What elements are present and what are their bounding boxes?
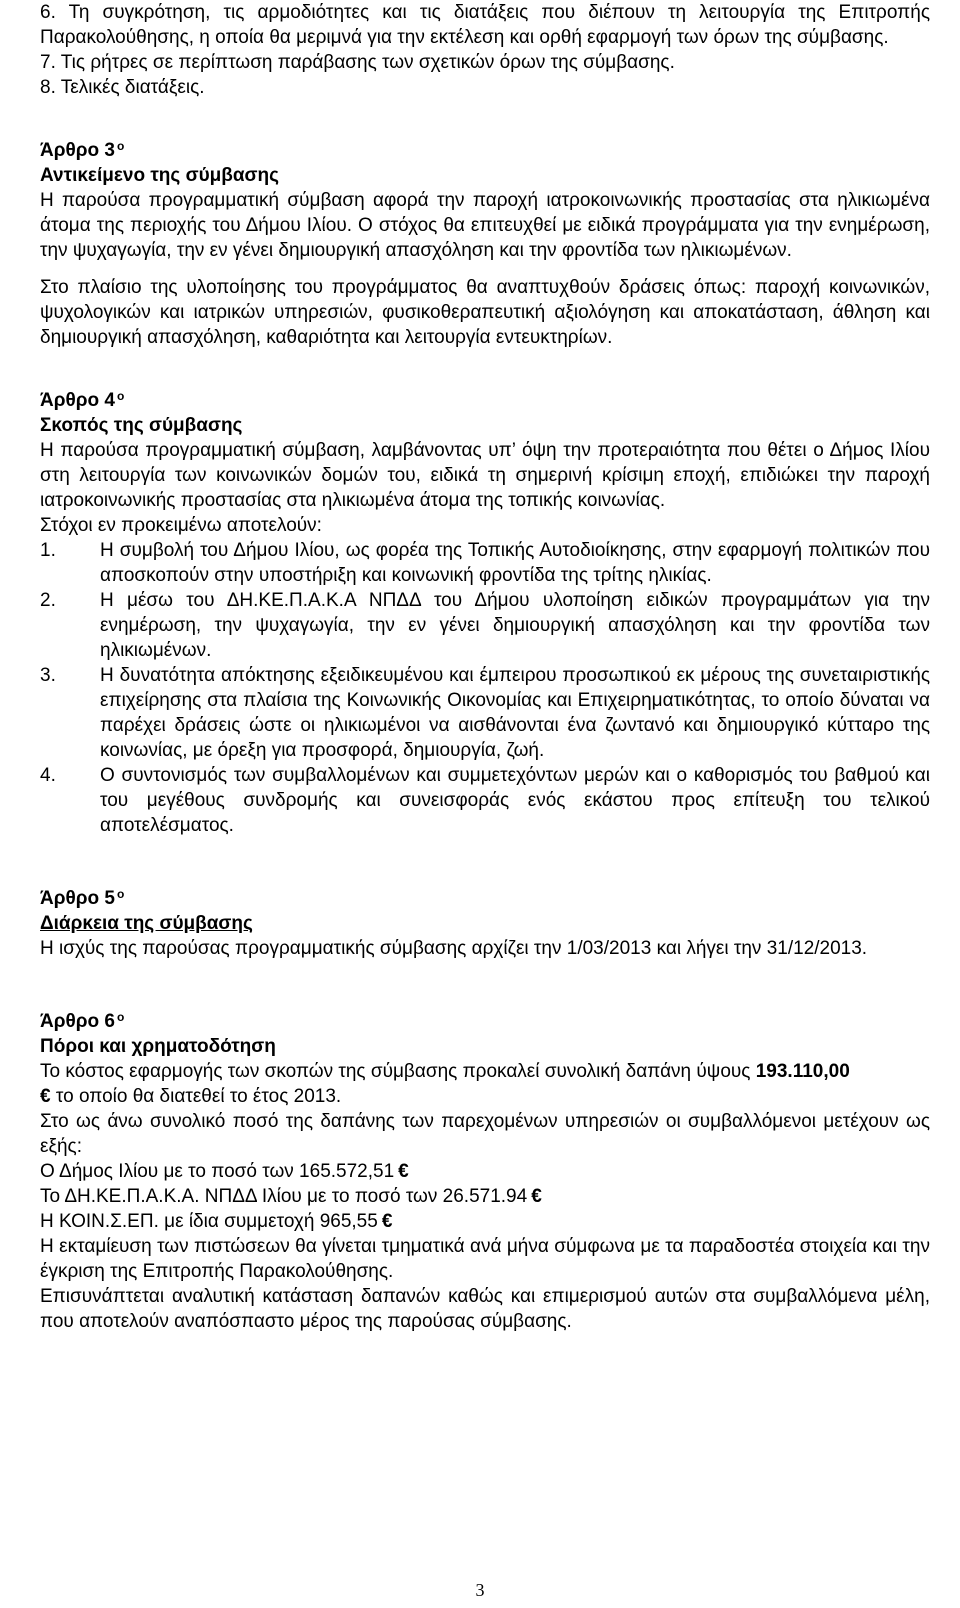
- article-3-para-2: Στο πλαίσιο της υλοποίησης του προγράμματος θα αναπτυχθούν δράσεις όπως: παροχή κοινωνικών, ψυχολογικών και ιατρικών υπηρεσιών, φυσικοθεραπευτική αξιολόγηση και αποκατάσταση, άθληση και δημιουργική απασχόληση, καθαριότητα και λειτουργία εντευκτηρίων.: [40, 277, 930, 348]
- contribution-text: Η ΚΟΙΝ.Σ.ΕΠ. με ίδια συμμετοχή 965,55: [40, 1211, 378, 1232]
- cost-text: Το κόστος εφαρμογής των σκοπών της σύμβασης προκαλεί συνολική δαπάνη ύψους: [40, 1061, 751, 1082]
- article-6-heading-text: Άρθρο 6: [40, 1011, 115, 1032]
- objective-text: Η δυνατότητα απόκτησης εξειδικευμένου και έμπειρου προσωπικού εκ μέρους της συνεταιριστικής επιχείρησης στα πλαίσια της Κοινωνικής Οικονομίας και Επιχειρηματικότητας, το οποίο δύναται να παρέχει δράσεις ώστε οι ηλικιωμένοι να αισθάνονται ένα ζωντανό και δημιουργικό κύτταρο της κοινωνίας, με όρεξη για προσφορά, δημιουργία, ζωή.: [100, 665, 930, 761]
- objective-number: 3.: [40, 665, 56, 686]
- article-5-para-1: Η ισχύς της παρούσας προγραμματικής σύμβασης αρχίζει την 1/03/2013 και λήγει την 31/12/2013.: [40, 938, 868, 959]
- euro-icon: €: [398, 1161, 409, 1182]
- article-4-para-2: Στόχοι εν προκειμένω αποτελούν:: [40, 515, 322, 536]
- article-3-heading-sup: ο: [116, 139, 125, 153]
- article-4-para-1: Η παρούσα προγραμματική σύμβαση, λαμβάνοντας υπ’ όψη την προτεραιότητα που θέτει ο Δήμος Ιλίου στη λειτουργία των κοινωνικών δομών του, ειδικά τη σημερινή κρίσιμη εποχή, επιδιώκει την παροχή ιατροκοινωνικής προστασίας στα ηλικιωμένα άτομα της τοπικής κοινωνίας.: [40, 440, 930, 511]
- contribution-line: [40, 1209, 930, 1234]
- page-number: 3: [475, 1580, 485, 1600]
- contribution-text: Το ΔΗ.ΚΕ.Π.Α.Κ.Α. ΝΠΔΔ Ιλίου με το ποσό των 26.571.94: [40, 1186, 528, 1207]
- objective-item: [40, 663, 930, 763]
- contribution-text: Ο Δήμος Ιλίου με το ποσό των 165.572,51: [40, 1161, 395, 1182]
- objective-number: 1.: [40, 540, 56, 561]
- objective-number: 4.: [40, 765, 56, 786]
- objective-text: Η μέσω του ΔΗ.ΚΕ.Π.Α.Κ.Α ΝΠΔΔ του Δήμου υλοποίηση ειδικών προγραμμάτων για την ενημέρωση, την ψυχαγωγία, την εν γένει δημιουργική απασχόληση και την φροντίδα των ηλικιωμένων.: [100, 590, 930, 661]
- objective-text: Ο συντονισμός των συμβαλλομένων και συμμετεχόντων μερών και ο καθορισμός του βαθμού και του μεγέθους συνδρομής και συνεισφοράς ενός εκάστου προς επίτευξη του τελικού αποτελέσματος.: [100, 765, 930, 836]
- objective-item: [40, 538, 930, 588]
- article-3-heading-text: Άρθρο 3: [40, 140, 115, 161]
- euro-icon: €: [381, 1211, 393, 1232]
- article-3-title: Αντικείμενο της σύμβασης: [40, 165, 280, 186]
- document-body: [40, 0, 930, 1334]
- cost-tail: το οποίο θα διατεθεί το έτος 2013.: [55, 1086, 342, 1107]
- article-5-heading-text: Άρθρο 5: [40, 888, 115, 909]
- article-4-heading-text: Άρθρο 4: [40, 390, 115, 411]
- objective-number: 2.: [40, 590, 56, 611]
- intro-item-7: 7. Τις ρήτρες σε περίπτωση παράβασης των σχετικών όρων της σύμβασης.: [40, 52, 675, 73]
- article-6-heading-sup: ο: [116, 1010, 125, 1024]
- article-6-title: Πόροι και χρηματοδότηση: [40, 1036, 276, 1057]
- objective-item: [40, 588, 930, 663]
- objective-text: Η συμβολή του Δήμου Ιλίου, ως φορέα της Τοπικής Αυτοδιοίκησης, στην εφαρμογή πολιτικών που αποσκοπούν στην υποστήριξη και κοινωνική φροντίδα της τρίτης ηλικίας.: [100, 540, 930, 586]
- article-6-cost: [40, 1059, 930, 1109]
- article-3-para-1: Η παρούσα προγραμματική σύμβαση αφορά την παροχή ιατροκοινωνικής προστασίας στα ηλικιωμένα άτομα της περιοχής του Δήμου Ιλίου. Ο στόχος θα επιτευχθεί με ειδικά προγράμματα για την ενημέρωση, την ψυχαγωγία, την εν γένει δημιουργική απασχόληση και την φροντίδα των ηλικιωμένων.: [40, 190, 930, 261]
- intro-item-8: 8. Τελικές διατάξεις.: [40, 77, 205, 98]
- article-4-heading-sup: ο: [116, 389, 125, 403]
- article-4-title: Σκοπός της σύμβασης: [40, 415, 243, 436]
- article-6-participants-intro: Στο ως άνω συνολικό ποσό της δαπάνης των παρεχομένων υπηρεσιών οι συμβαλλόμενοι μετέχουν ως εξής:: [40, 1111, 930, 1157]
- objectives-list: [40, 538, 930, 838]
- article-3-heading: [40, 138, 930, 163]
- article-5-heading-sup: ο: [116, 887, 125, 901]
- cost-amount: 193.110,00: [755, 1061, 850, 1082]
- euro-icon: €: [531, 1186, 542, 1207]
- article-6-attached: Επισυνάπτεται αναλυτική κατάσταση δαπανών καθώς και επιμερισμού αυτών στα συμβαλλόμενα μέλη, που αποτελούν αναπόσπαστο μέρος της παρούσας σύμβασης.: [40, 1286, 930, 1332]
- article-5-heading: [40, 886, 930, 911]
- article-6-heading: [40, 1009, 930, 1034]
- article-4-heading: [40, 388, 930, 413]
- objective-item: [40, 763, 930, 838]
- contribution-line: [40, 1159, 930, 1184]
- euro-icon: €: [40, 1086, 51, 1107]
- contribution-line: [40, 1184, 930, 1209]
- intro-item-6: 6. Τη συγκρότηση, τις αρμοδιότητες και τις διατάξεις που διέπουν τη λειτουργία της Επιτροπής Παρακολούθησης, η οποία θα μεριμνά για την εκτέλεση και ορθή εφαρμογή των όρων της σύμβασης.: [40, 2, 930, 48]
- article-5-title: Διάρκεια της σύμβασης: [40, 913, 253, 934]
- article-6-payment: Η εκταμίευση των πιστώσεων θα γίνεται τμηματικά ανά μήνα σύμφωνα με τα παραδοστέα στοιχεία και την έγκριση της Επιτροπής Παρακολούθησης.: [40, 1236, 930, 1282]
